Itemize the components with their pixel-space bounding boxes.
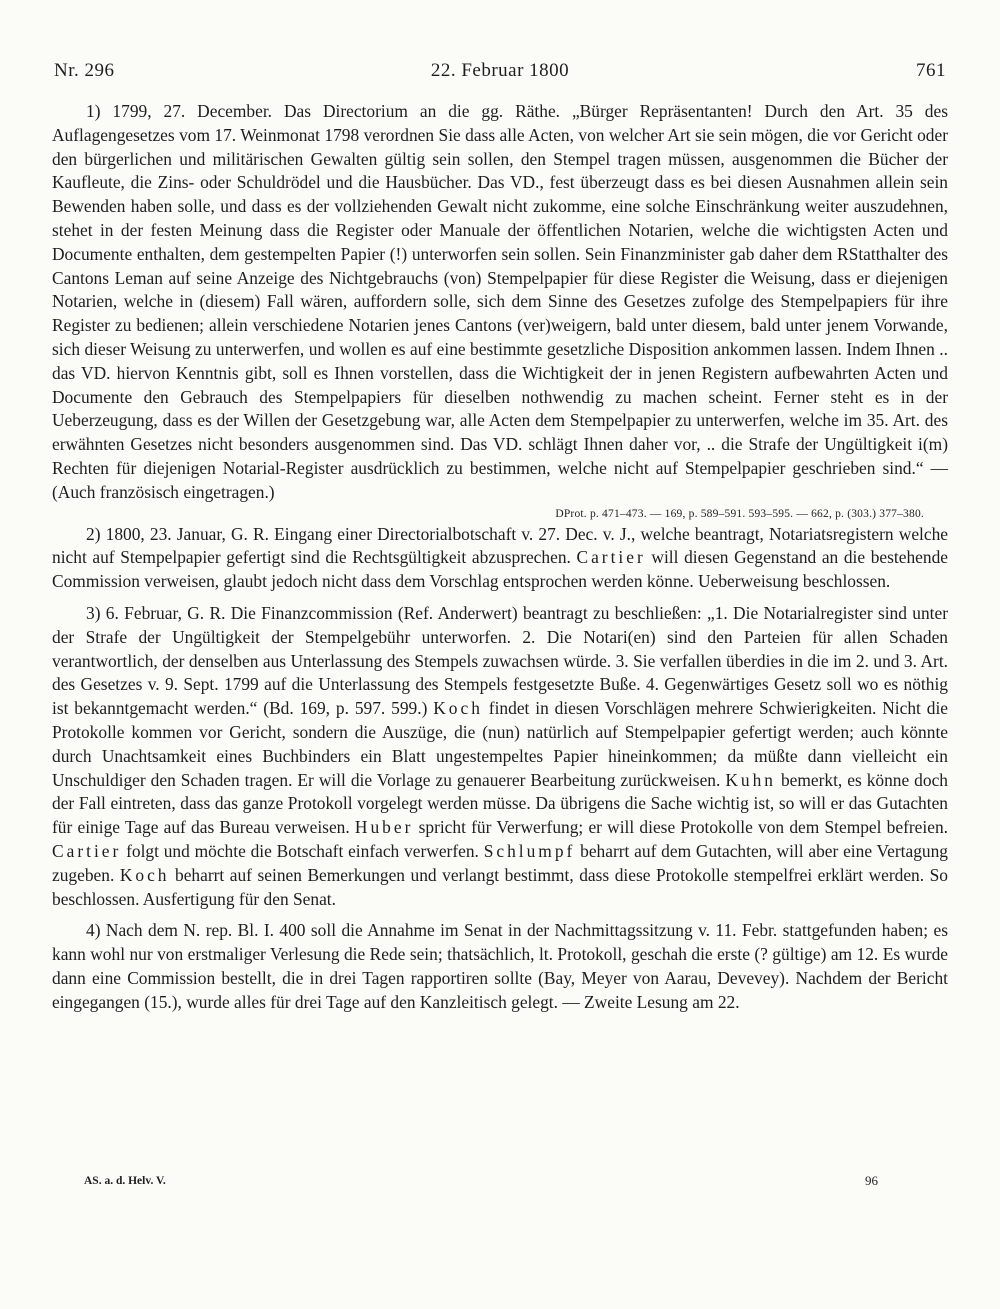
paragraph-text: spricht für Verwerfung; er will diese Protokolle von dem Stempel befreien.: [413, 817, 948, 838]
paragraph-text: findet in diesen Vorschlägen mehrere Schwierigkeiten. Nicht die Protokolle kommen vor Gericht, sondern die Auszüge, die (nun) natürlich auf Stempelpapier gefertigt werden; auch könnte durch Unachtsamkeit eines Buchbinders ein Blatt ungestempeltes Papier hineinkommen; da müßte dann vielleicht ein Unschuldiger den Schaden tragen. Er will die Vorlage zu genauerer Bearbeitung zurückweisen.: [52, 698, 949, 790]
document-body: [52, 100, 948, 1014]
document-date: 22. Februar 1800: [430, 60, 570, 81]
paragraph-2: [52, 523, 948, 594]
speaker-name: Koch: [433, 698, 483, 719]
speaker-name: Huber: [354, 817, 414, 838]
speaker-name: Kuhn: [725, 769, 776, 790]
speaker-name: Cartier: [576, 547, 646, 568]
paragraph-text: bemerkt, es könne doch der Fall eintreten, dass das ganze Protokoll vorgelegt werden müsse. Da übrigens die Sache wichtig ist, so will er das Gutachten für einige Tage auf das Bureau verweisen.: [52, 769, 948, 838]
paragraph-4: [52, 919, 948, 1014]
paragraph-3: [52, 602, 948, 911]
paragraph-text: 1) 1799, 27. December. Das Directorium an die gg. Räthe. „Bürger Repräsentanten! Durch den Art. 35 des Auflagengesetzes vom 17. Weinmonat 1798 verordnen Sie dass alle Acten, von welcher Art sie sein mögen, die vor Gericht oder den bürgerlichen und militärischen Gewalten gültig sein sollen, den Stempel tragen müssen, ausgenommen die Bücher der Kaufleute, die Zins- oder Schuldrödel und die Hausbücher. Das VD., fest überzeugt dass es bei diesen Ausnahmen allein sein Bewenden haben solle, und dass es der vollziehenden Gewalt nicht zukomme, eine solche Einschränkung weiter auszudehnen, stehet in der festen Meinung dass die Register oder Manuale der öffentlichen Notarien, welche die wichtigsten Acten und Documente enthalten, dem gestempelten Papier (!) unterworfen sein sollen. Sein Finanzminister gab daher dem RStatthalter des Cantons Leman auf seine Anzeige des Nichtgebrauchs (von) Stempelpapier für diese Register die Weisung, dass er diejenigen Notarien, welche in (diesem) Fall wären, auffordern solle, sich dem Sinne des Gesetzes zufolge des Stempelpapiers für ihre Register zu bedienen; allein verschiedene Notarien jenes Cantons (ver)weigern, bald unter diesem, bald unter jenem Vorwande, sich dieser Weisung zu unterwerfen, und wollen es auf eine bestimmte gesetzliche Disposition ankommen lassen. Indem Ihnen .. das VD. hiervon Kenntnis gibt, soll es Ihnen vorstellen, dass die Wichtigkeit der in jenen Registern aufbewahrten Acten und Documente den Gebrauch des Stempelpapiers für dieselben nothwendig zu machen scheint. Ferner steht es in der Ueberzeugung, dass es der Willen der Gesetzgebung war, alle Acten dem Stempelpapier zu unterwerfen, welche im 35. Art. des erwähnten Gesetzes nicht besonders ausgenommen sind. Das VD. schlägt Ihnen daher vor, .. die Strafe der Ungültigkeit i(m) Rechten für diejenigen Notarial-Register ausdrücklich zu bestimmen, welche nicht auf Stempelpapier geschrieben sind.“ — (Auch französisch eingetragen.): [52, 101, 948, 502]
paragraph-text: 4) Nach dem N. rep. Bl. I. 400 soll die Annahme im Senat in der Nachmittagssitzung v. 11. Febr. stattgefunden haben; es kann wohl nur von erstmaliger Verlesung die Rede sein; thatsächlich, lt. Protokoll, geschah die erste (? gültige) am 12. Es wurde dann eine Commission bestellt, die in drei Tagen rapportiren sollte (Bay, Meyer von Aarau, Devevey). Nachdem der Bericht eingegangen (15.), wurde alles für drei Tage auf den Kanzleitisch gelegt. — Zweite Lesung am 22.: [52, 920, 948, 1012]
page-header: [54, 60, 946, 90]
paragraph-text: beharrt auf dem Gutachten, will aber eine Vertagung zugeben.: [52, 840, 948, 885]
paragraph-text: beharrt auf seinen Bemerkungen und verlangt bestimmt, dass diese Protokolle stempelfrei erklärt werden. So beschlossen. Ausfertigung für den Senat.: [52, 864, 948, 909]
speaker-name: Schlumpf: [483, 840, 576, 861]
speaker-name: Cartier: [52, 840, 122, 861]
paragraph-text: will diesen Gegenstand an die bestehende Commission verweisen, glaubt jedoch nicht dass dem Vorschlag entsprochen werden könne. Ueberweisung beschlossen.: [52, 547, 948, 592]
sheet-number: 96: [865, 1173, 878, 1188]
paragraph-text: 2) 1800, 23. Januar, G. R. Eingang einer Directorialbotschaft v. 27. Dec. v. J., welche beantragt, Notariatsregistern welche nicht auf Stempelpapier gefertigt sind die Rechtsgültigkeit abzusprechen.: [52, 523, 948, 568]
series-title: AS. a. d. Helv. V.: [84, 1175, 166, 1187]
source-reference: DProt. p. 471–473. — 169, p. 589–591. 593–595. — 662, p. (303.) 377–380.: [555, 507, 924, 520]
document-number: Nr. 296: [54, 60, 115, 81]
paragraph-text: folgt und möchte die Botschaft einfach verwerfen.: [121, 840, 484, 861]
page-number: 761: [916, 60, 946, 81]
speaker-name: Koch: [119, 864, 170, 885]
paragraph-text: 3) 6. Februar, G. R. Die Finanzcommission (Ref. Anderwert) beantragt zu beschließen: „1. Die Notarialregister sind unter der Strafe der Ungültigkeit der Stempelgebühr unterworfen. 2. Die Notari(en) sind den Parteien für allen Schaden verantwortlich, der denselben aus Unterlassung des Stempels zuwachsen würde. 3. Sie verfallen überdies in die im 2. und 3. Art. des Gesetzes v. 9. Sept. 1799 auf die Unterlassung des Stempels festgesetzte Buße. 4. Gegenwärtiges Gesetz soll wo es nöthig ist bekanntgemacht werden.“ (Bd. 169, p. 597. 599.): [52, 602, 948, 719]
paragraph-1: [52, 100, 948, 505]
